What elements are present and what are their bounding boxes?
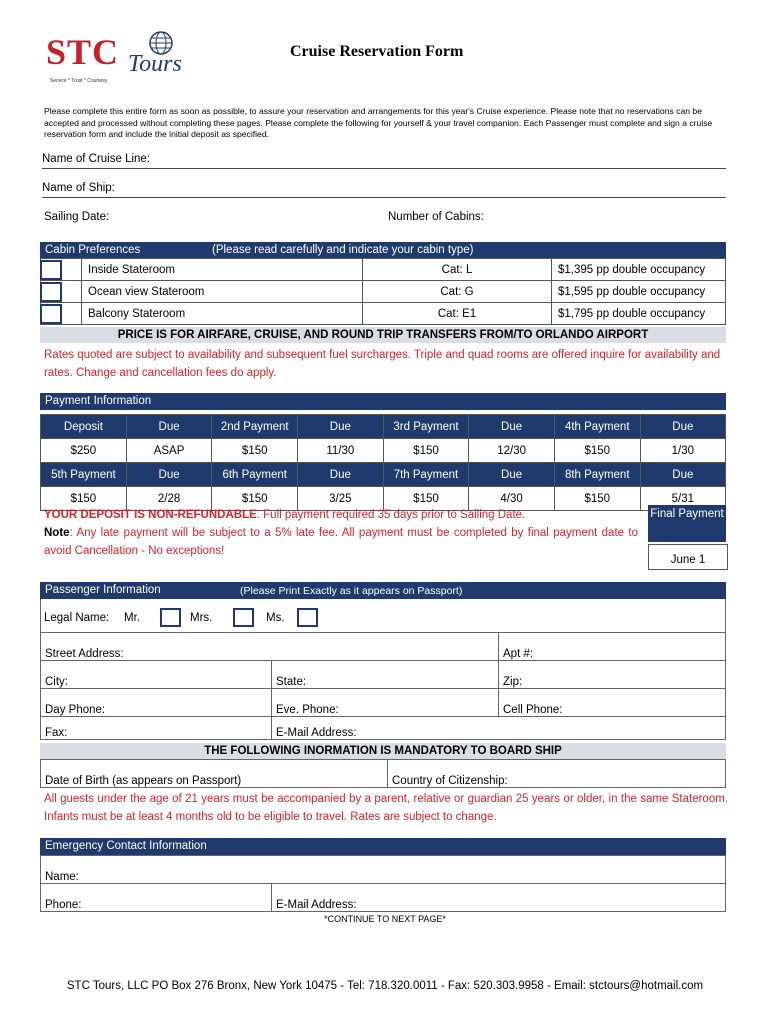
ms-checkbox[interactable] (297, 608, 318, 627)
deposit-rest: . Full payment required 35 days prior to Sailing Date. (256, 509, 526, 521)
payment-header-row (41, 415, 726, 439)
emergency-phone-field[interactable] (41, 884, 272, 912)
payment-head-cell: Due (298, 463, 383, 487)
payment-value-cell: $150 (212, 439, 298, 463)
payment-header: Payment Information (45, 395, 152, 407)
payment-value-cell: 4/30 (469, 487, 554, 511)
state-label: State: (276, 676, 307, 688)
ship-field[interactable] (42, 181, 726, 198)
payment-value-cell: $150 (383, 487, 469, 511)
legal-name-label: Legal Name: (44, 612, 110, 624)
cruise-line-label: Name of Cruise Line: (42, 153, 151, 165)
emergency-name-field[interactable] (41, 856, 726, 884)
email-field[interactable] (272, 717, 726, 740)
payment-table (40, 414, 726, 511)
cabin-type: Balcony Stateroom (82, 303, 363, 325)
cabin-row (41, 281, 726, 303)
passenger-grid (40, 632, 726, 740)
zip-field[interactable] (499, 661, 726, 689)
payment-value-cell: $150 (554, 439, 640, 463)
rates-note: Rates quoted are subject to availability and subsequent fuel surcharges. Triple and quad rooms are offered inquire for availability and rates. Change and cancellation fees do apply. (44, 349, 721, 379)
payment-header-row (41, 463, 726, 487)
day-phone-field[interactable] (41, 689, 272, 717)
eve-phone-label: Eve. Phone: (276, 704, 339, 716)
ms-label: Ms. (266, 612, 285, 624)
payment-value-cell: $150 (212, 487, 298, 511)
mr-checkbox[interactable] (160, 608, 181, 627)
deposit-bold: YOUR DEPOSIT IS NON-REFUNDABLE (44, 509, 257, 521)
fax-label: Fax: (45, 727, 68, 739)
mrs-label: Mrs. (190, 612, 213, 624)
cabin-table (40, 258, 726, 325)
dob-field[interactable] (41, 760, 388, 788)
payment-head-cell: Due (126, 415, 211, 439)
payment-value-cell: 11/30 (298, 439, 383, 463)
payment-head-cell: Due (469, 415, 554, 439)
page-title: Cruise Reservation Form (290, 43, 464, 60)
payment-value-row (41, 439, 726, 463)
footer: STC Tours, LLC PO Box 276 Bronx, New York 10475 - Tel: 718.320.0011 - Fax: 520.303.9958 - Email: stctours@hotmail.com (66, 980, 704, 992)
payment-value-cell: $150 (554, 487, 640, 511)
payment-head-cell: Due (126, 463, 211, 487)
emergency-name-label: Name: (45, 871, 79, 883)
cell-phone-field[interactable] (499, 689, 726, 717)
emergency-header: Emergency Contact Information (45, 840, 207, 852)
cabin-price: $1,795 pp double occupancy (552, 303, 726, 325)
payment-head-cell: 7th Payment (383, 463, 469, 487)
payment-value-cell: 5/31 (640, 487, 725, 511)
zip-label: Zip: (503, 676, 523, 688)
payment-head-cell: Due (469, 463, 554, 487)
deposit-note (44, 506, 638, 560)
cabin-header-bar (40, 242, 726, 259)
cabin-row (41, 303, 726, 325)
inside-checkbox[interactable] (40, 260, 62, 280)
ship-label: Name of Ship: (42, 182, 115, 194)
emergency-email-field[interactable] (272, 884, 726, 912)
cabin-price: $1,595 pp double occupancy (552, 281, 726, 303)
emergency-email-label: E-Mail Address: (276, 899, 357, 911)
payment-head-cell: 5th Payment (41, 463, 127, 487)
cabin-cat: Cat: L (363, 259, 552, 281)
cabin-type: Inside Stateroom (82, 259, 363, 281)
payment-value-cell: 2/28 (126, 487, 211, 511)
payment-head-cell: 8th Payment (554, 463, 640, 487)
passenger-note: (Please Print Exactly as it appears on Passport) (240, 585, 463, 597)
mandatory-note: THE FOLLOWING INORMATION IS MANDATORY TO BOARD SHIP (40, 743, 726, 759)
payment-value-cell: 3/25 (298, 487, 383, 511)
cabin-cat: Cat: G (363, 281, 552, 303)
city-field[interactable] (41, 661, 272, 689)
continue-note: *CONTINUE TO NEXT PAGE* (324, 914, 446, 924)
mrs-checkbox[interactable] (233, 608, 254, 627)
payment-head-cell: Due (640, 463, 725, 487)
final-payment-date: June 1 (648, 544, 728, 570)
emergency-phone-label: Phone: (45, 899, 82, 911)
note-text: : Any late payment will be subject to a 5% late fee. All payment must be completed by final payment date to avoid Cancellation - No exceptions! (44, 527, 638, 557)
logo-tagline: Service * Trust * Courtesy (50, 78, 108, 84)
final-payment-label: Final Payment (648, 505, 726, 542)
oceanview-checkbox[interactable] (40, 282, 62, 302)
balcony-checkbox[interactable] (40, 304, 62, 324)
day-phone-label: Day Phone: (45, 704, 106, 716)
price-note: PRICE IS FOR AIRFARE, CRUISE, AND ROUND TRIP TRANSFERS FROM/TO ORLANDO AIRPORT (40, 327, 726, 343)
cabin-row (41, 259, 726, 281)
payment-head-cell: 2nd Payment (212, 415, 298, 439)
cabin-cat: Cat: E1 (363, 303, 552, 325)
sailing-date-label: Sailing Date: (44, 211, 110, 223)
city-label: City: (45, 676, 68, 688)
emergency-grid (40, 855, 726, 912)
payment-head-cell: 4th Payment (554, 415, 640, 439)
emergency-header-bar (40, 838, 726, 855)
cabin-note: (Please read carefully and indicate your cabin type) (212, 244, 474, 256)
citizenship-label: Country of Citizenship: (392, 775, 508, 787)
payment-value-cell: $250 (41, 439, 127, 463)
payment-value-cell: ASAP (126, 439, 211, 463)
note-label: Note (44, 527, 70, 539)
fax-field[interactable] (41, 717, 272, 740)
legal-name-row (40, 599, 726, 633)
citizenship-field[interactable] (388, 760, 726, 788)
intro-text: Please complete this entire form as soon as possible, to assure your reservation and arrangements for this year's Cruise experience. Please note that no reservations can be accepted and processed without completing these pages. Please complete the following for yourself & your travel companion. Each Passenger must complete and sign a cruise reservation form and include the initial deposit as specified. (44, 106, 713, 139)
apt-field[interactable] (499, 633, 726, 661)
passenger-header-bar (40, 582, 726, 599)
age-note: All guests under the age of 21 years must be accompanied by a parent, relative or guardian 25 years or older, in the same Stateroom. Infants must be at least 4 months old to be eligible to travel. Rates are subject to change. (44, 793, 728, 823)
logo-brand: STC (46, 32, 120, 72)
email-label: E-Mail Address: (276, 727, 357, 739)
cabins-label: Number of Cabins: (388, 211, 484, 223)
passenger-header: Passenger Information (45, 584, 161, 596)
cabin-price: $1,395 pp double occupancy (552, 259, 726, 281)
dob-grid (40, 759, 726, 788)
globe-icon (148, 30, 174, 56)
payment-value-cell: 1/30 (640, 439, 725, 463)
logo-sub: Tours (128, 51, 182, 77)
cell-phone-label: Cell Phone: (503, 704, 563, 716)
payment-value-cell: 12/30 (469, 439, 554, 463)
payment-value-cell: $150 (383, 439, 469, 463)
payment-head-cell: 6th Payment (212, 463, 298, 487)
payment-head-cell: 3rd Payment (383, 415, 469, 439)
dob-label: Date of Birth (as appears on Passport) (45, 775, 242, 787)
payment-value-cell: $150 (41, 487, 127, 511)
eve-phone-field[interactable] (272, 689, 499, 717)
payment-head-cell: Deposit (41, 415, 127, 439)
mr-label: Mr. (124, 612, 140, 624)
payment-header-bar (40, 393, 726, 410)
payment-head-cell: Due (640, 415, 725, 439)
street-label: Street Address: (45, 648, 124, 660)
state-field[interactable] (272, 661, 499, 689)
cabin-header: Cabin Preferences (45, 244, 141, 256)
street-field[interactable] (41, 633, 499, 661)
cruise-line-field[interactable] (42, 152, 726, 169)
apt-label: Apt #: (503, 648, 534, 660)
payment-head-cell: Due (298, 415, 383, 439)
cabin-type: Ocean view Stateroom (82, 281, 363, 303)
